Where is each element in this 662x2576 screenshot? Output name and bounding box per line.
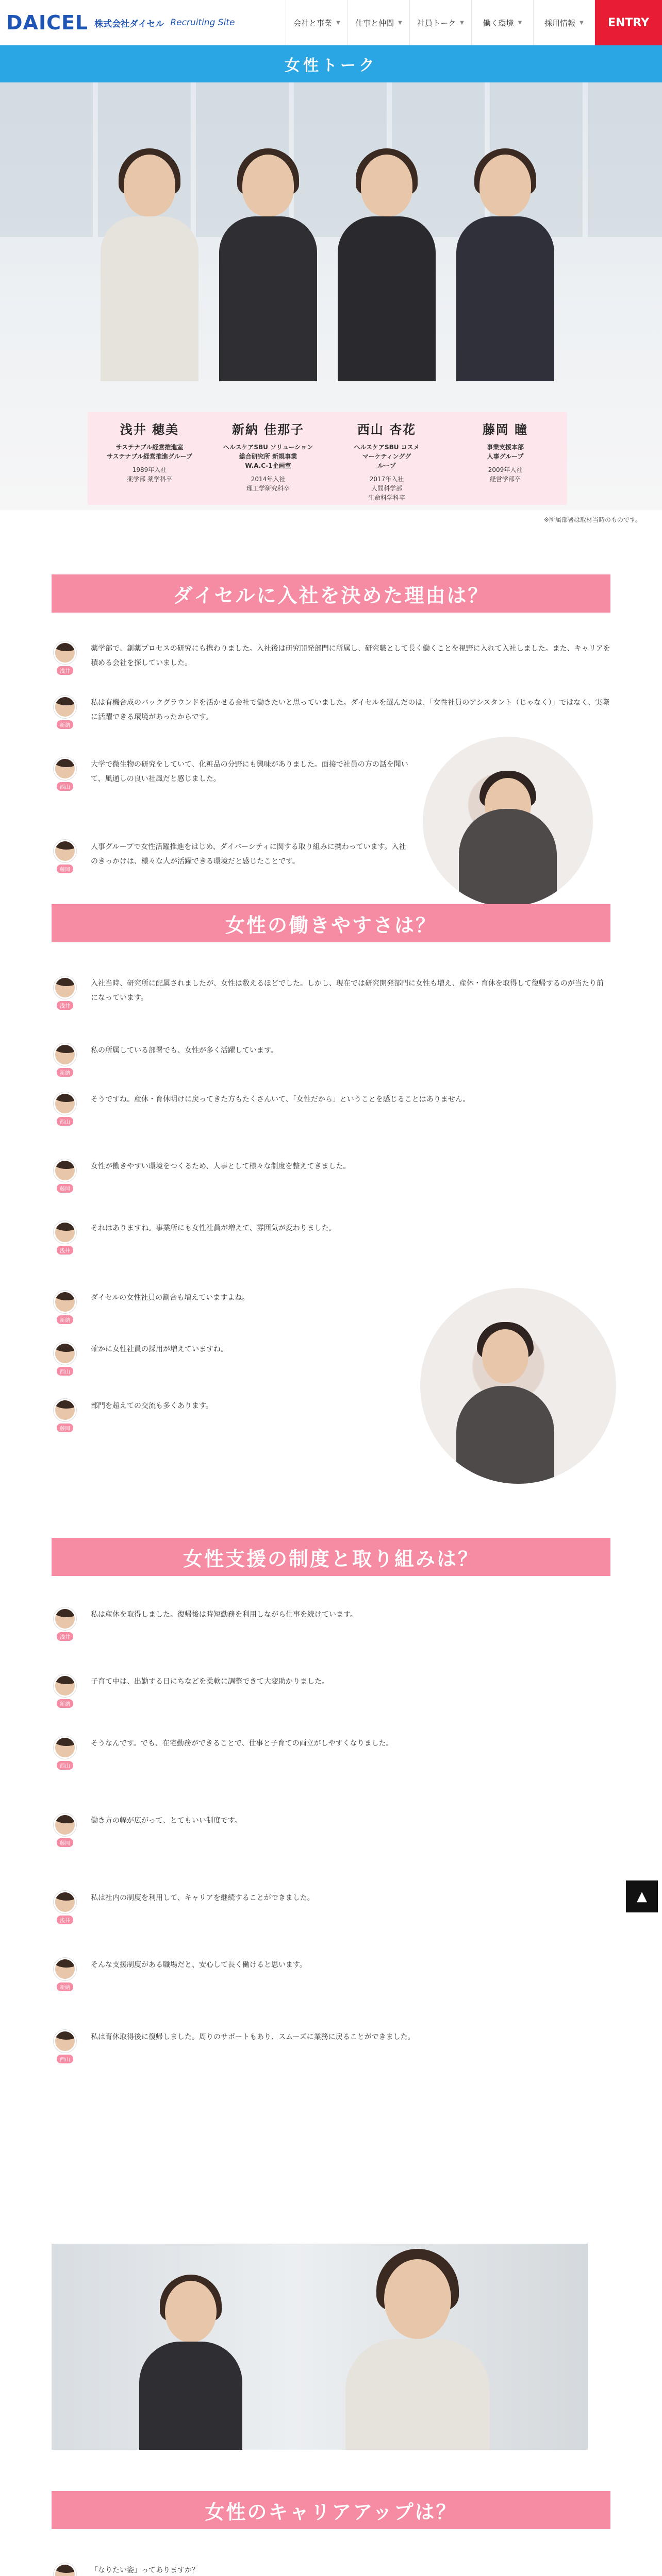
person-photo-4 [446,155,565,381]
talk-row: 新納 子育て中は、出勤する日にちなどを柔軟に調整できて大変助かりました。 [52,1674,610,1708]
talk-row: 浅井 薬学部で、創薬プロセスの研究にも携わりました。入社後は研究開発部門に所属し、研究職として長く働くことを視野に入れて入社しました。また、キャリアを積める会社を探していました。 [52,641,610,675]
avatar: 藤岡 [52,1814,78,1847]
hero-note: ※所属部署は取材当時のものです。 [543,516,641,523]
avatar: 浅井 [52,641,78,675]
chevron-down-icon: ▼ [518,20,522,26]
nav-item-environment[interactable]: 働く環境 ▼ [471,0,533,45]
nav-item-talk[interactable]: 社員トーク ▼ [409,0,471,45]
global-nav [286,0,595,45]
nav-item-work[interactable]: 仕事と仲間 ▼ [347,0,409,45]
round-photo [420,1288,616,1484]
name-card [325,412,449,505]
talk-row: 浅井 それはありますね。事業所にも女性社員が増えて、雰囲気が変わりました。 [52,1221,610,1255]
avatar: 西山 [52,1736,78,1770]
arrow-up-icon: ▲ [637,1889,647,1904]
talk-row: 西山 私は育休取得後に復帰しました。周りのサポートもあり、スムーズに業務に戻ることができました。 [52,2030,610,2063]
company-name: 株式会社ダイセル [94,19,164,29]
avatar: 西山 [52,2030,78,2063]
talk-row: 藤岡 人事グループで女性活躍推進をはじめ、ダイバーシティに関する取り組みに携わっています。入社のきっかけは、様々な人が活躍できる環境だと感じたことです。 [52,840,412,873]
daicel-logo: DAICEL [6,11,89,34]
avatar: 新納 [52,696,78,729]
section-heading: 女性支援の制度と取り組みは？ [52,1538,610,1576]
section-heading: ダイセルに入社を決めた理由は？ [52,574,610,613]
talk-row: 浅井 私は産休を取得しました。復帰後は時短勤務を利用しながら仕事を続けています。 [52,1607,610,1641]
site-header [0,0,662,45]
talk-row: 新納 そんな支援制度がある職場だと、安心して長く働けると思います。 [52,1958,610,1991]
section-heading: 女性のキャリアアップは？ [52,2491,610,2529]
member-year: 1989年入社 薬学部 薬学科卒 [127,466,172,483]
avatar: 浅井 [52,976,78,1010]
talk-row: 西山 そうなんです。でも、在宅勤務ができることで、仕事と子育ての両立がしやすくなりました。 [52,1736,610,1770]
member-name: 浅井 穂美 [120,422,179,437]
talk-row: 藤岡 女性が働きやすい環境をつくるため、人事として様々な制度を整えてきました。 [52,1159,610,1193]
avatar [52,2563,78,2576]
page-top-button[interactable] [626,1880,658,1912]
chevron-down-icon: ▼ [460,20,464,26]
nav-item-recruit[interactable]: 採用情報 ▼ [533,0,595,45]
talk-row: 新納 ダイセルの女性社員の割合も増えていますよね。 [52,1291,610,1324]
avatar: 新納 [52,1291,78,1324]
avatar: 浅井 [52,1891,78,1924]
title-band [0,45,662,82]
talk-row: 西山 そうですね。産休・育休明けに戻ってきた方もたくさんいて、「女性だから」ということを感じることはありません。 [52,1092,610,1126]
talk-row: 藤岡 働き方の幅が広がって、とてもいい制度です。 [52,1814,610,1847]
member-dept: ヘルスケアSBU コスメ マーケティンググ ループ [354,444,420,469]
talk-row: 浅井 入社当時、研究所に配属されましたが、女性は数えるほどでした。しかし、現在では研究開発部門に女性も増え、産休・育休を取得して復帰するのが当たり前になっています。 [52,976,610,1010]
nav-item-company[interactable]: 会社と事業 ▼ [286,0,347,45]
avatar: 浅井 [52,1607,78,1641]
member-year: 2009年入社 経営学部卒 [488,466,523,483]
member-name: 新納 佳那子 [231,422,305,437]
talk-row: 「なりたい姿」ってありますか？ [52,2563,610,2576]
avatar: 浅井 [52,1221,78,1255]
avatar: 西山 [52,757,78,791]
section-heading: 女性の働きやすさは？ [52,904,610,942]
round-photo [423,737,593,907]
member-name: 藤岡 瞳 [482,422,528,437]
wide-photo [52,2244,588,2450]
person-photo-1 [90,155,209,381]
avatar: 西山 [52,1092,78,1126]
site-name: Recruiting Site [170,18,235,28]
entry-button[interactable]: ENTRY [595,0,662,45]
talk-row: 藤岡 部門を超えての交流も多くあります。 [52,1399,412,1432]
talk-row: 西山 確かに女性社員の採用が増えていますね。 [52,1342,412,1376]
talk-row: 新納 私は有機合成のバックグラウンドを活かせる会社で働きたいと思っていました。ダイセルを選んだのは、「女性社員のアシスタント（じゃなく）」ではなく、実際に活躍できる環境があったからです。 [52,696,610,729]
name-card [206,412,330,505]
avatar: 藤岡 [52,1399,78,1432]
avatar: 藤岡 [52,1159,78,1193]
member-name: 西山 杏花 [357,422,417,437]
name-card [443,412,567,505]
avatar: 新納 [52,1958,78,1991]
hero-photo [0,82,662,510]
member-dept: サステナブル経営推進室 サステナブル経営推進グループ [107,444,192,460]
member-year: 2014年入社 理工学研究科卒 [246,476,290,492]
avatar: 西山 [52,1342,78,1376]
avatar: 新納 [52,1674,78,1708]
person-photo-2 [209,155,327,381]
member-dept: ヘルスケアSBU ソリューション 総合研究所 新規事業 W.A.C-1企画室 [223,444,313,469]
avatar: 藤岡 [52,840,78,873]
talk-row: 浅井 私は社内の制度を利用して、キャリアを継続することができました。 [52,1891,610,1924]
member-year: 2017年入社 人間科学部 生命科学科卒 [368,476,405,501]
avatar: 新納 [52,1043,78,1077]
chevron-down-icon: ▼ [336,20,340,26]
person-photo-3 [327,155,446,381]
logo[interactable] [6,11,235,34]
page-title: 女性トーク [285,57,377,75]
chevron-down-icon: ▼ [398,20,402,26]
talk-row: 新納 私の所属している部署でも、女性が多く活躍しています。 [52,1043,610,1077]
member-dept: 事業支援本部 人事グループ [486,444,524,460]
name-card [88,412,211,505]
talk-row: 西山 大学で微生物の研究をしていて、化粧品の分野にも興味がありました。面接で社員の方の話を聞いて、風通しの良い社風だと感じました。 [52,757,412,791]
chevron-down-icon: ▼ [580,20,584,26]
